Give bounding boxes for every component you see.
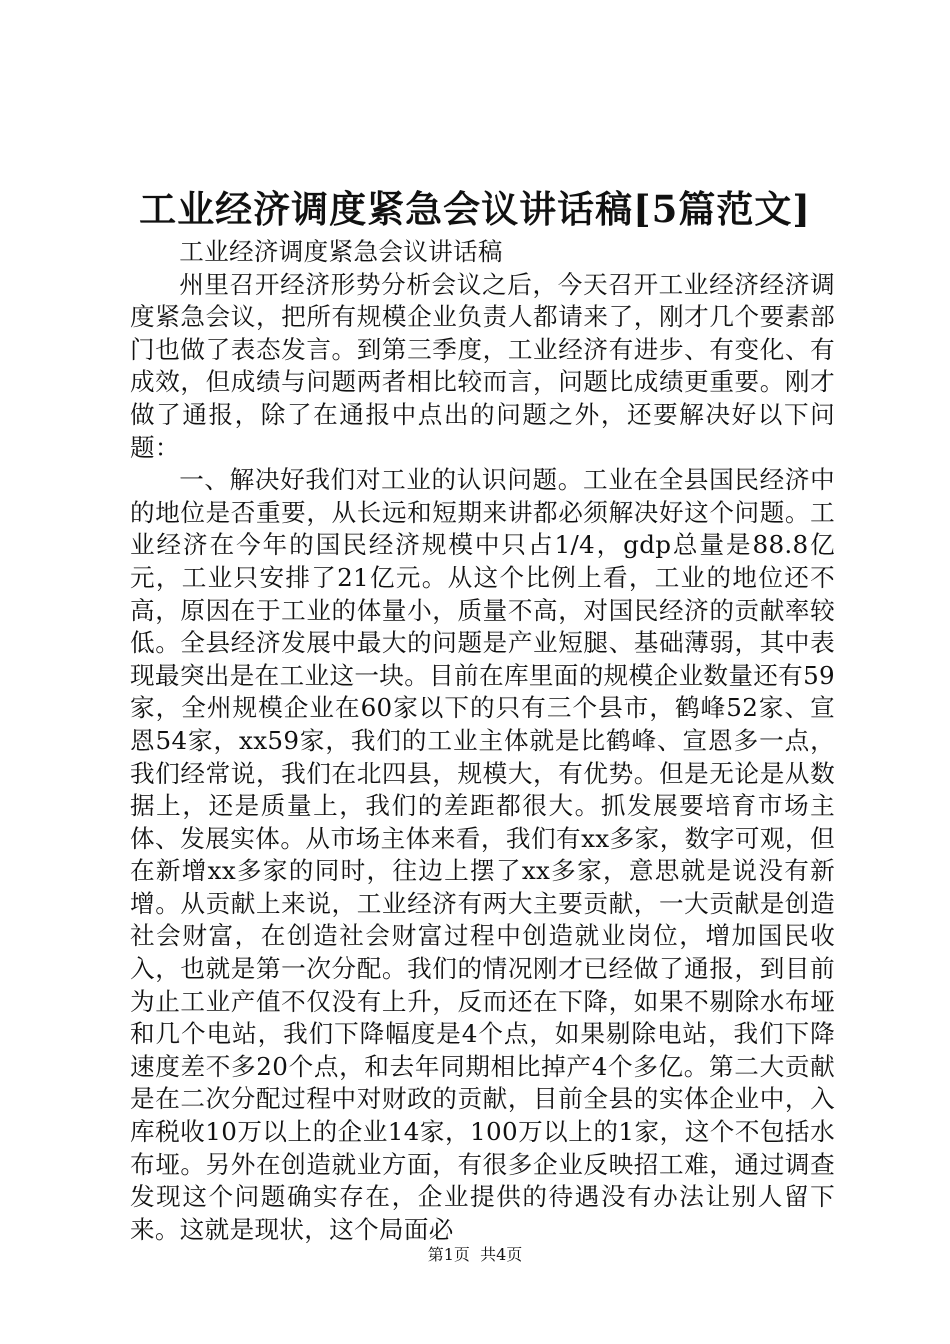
subtitle-paragraph: 工业经济调度紧急会议讲话稿 (179, 237, 503, 266)
page-footer (0, 1244, 950, 1266)
intro-paragraph: 州里召开经济形势分析会议之后，今天召开工业经济经济调度紧急会议，把所有规模企业负责人都请来了，刚才几个要素部门也做了表态发言。到第三季度，工业经济有进步、有变化、有成效，但成绩与问题两者相比较而言，问题比成绩更重要。刚才做了通报，除了在通报中点出的问题之外，还要解决好以下问题： (130, 269, 835, 462)
section-one-paragraph: 一、解决好我们对工业的认识问题。工业在全县国民经济中的地位是否重要，从长远和短期来讲都必须解决好这个问题。工业经济在今年的国民经济规模中只占1/4，gdp总量是88.8亿元，工业只安排了21亿元。从这个比例上看，工业的地位还不高，原因在于工业的体量小，质量不高，对国民经济的贡献率较低。全县经济发展中最大的问题是产业短腿、基础薄弱，其中表现最突出是在工业这一块。目前在库里面的规模企业数量还有59家，全州规模企业在60家以下的只有三个县市，鹤峰52家、宣恩54家，xx59家，我们的工业主体就是比鹤峰、宣恩多一点，我们经常说，我们在北四县，规模大，有优势。但是无论是从数据上，还是质量上，我们的差距都很大。抓发展要培育市场主体、发展实体。从市场主体来看，我们有xx多家，数字可观，但在新增xx多家的同时，往边上摆了xx多家，意思就是说没有新增。从贡献上来说，工业经济有两大主要贡献，一大贡献是创造社会财富，在创造社会财富过程中创造就业岗位，增加国民收入，也就是第一次分配。我们的情况刚才已经做了通报，到目前为止工业产值不仅没有上升，反而还在下降，如果不剔除水布垭和几个电站，我们下降幅度是4个点，如果剔除电站，我们下降速度差不多20个点，和去年同期相比掉产4个多亿。第二大贡献是在二次分配过程中对财政的贡献，目前全县的实体企业中，入库税收10万以上的企业14家，100万以上的1家，这个不包括水布垭。另外在创造就业方面，有很多企业反映招工难，通过调查发现这个问题确实存在，企业提供的待遇没有办法让别人留下来。这就是现状，这个局面必 (130, 465, 835, 1244)
document-body (130, 236, 835, 1246)
page-total: 共4页 (480, 1245, 523, 1264)
document-title: 工业经济调度紧急会议讲话稿[5篇范文] (139, 187, 811, 231)
page-number: 第1页 (427, 1245, 470, 1264)
